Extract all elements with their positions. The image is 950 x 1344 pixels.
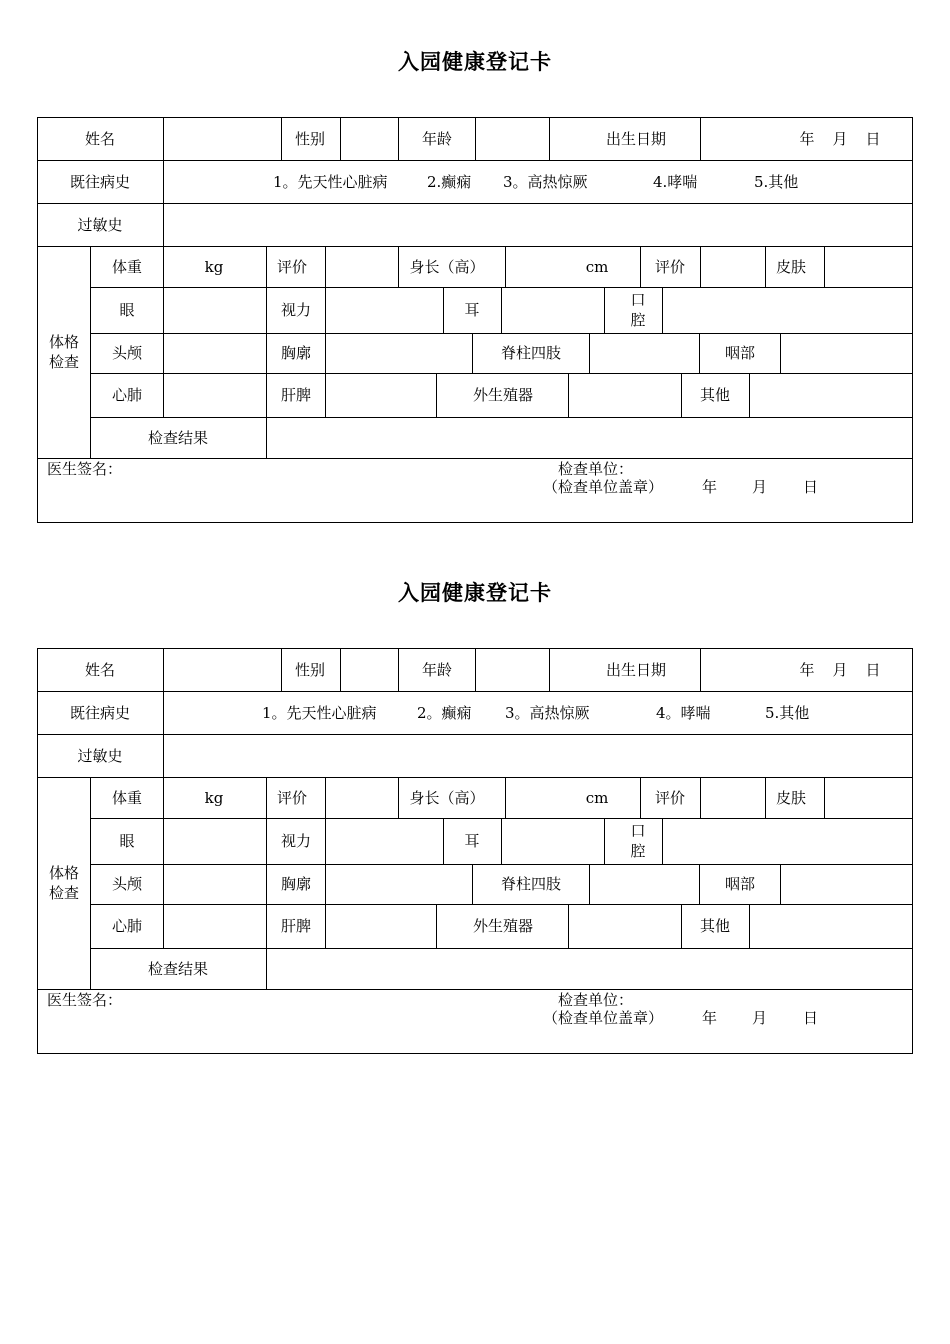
throat-label: 咽部 xyxy=(724,875,756,893)
history-option: 4.哮喘 xyxy=(653,173,698,191)
birth-date-label: 出生日期 xyxy=(605,661,667,679)
history-option: 3。高热惊厥 xyxy=(503,173,588,191)
gender-label: 性别 xyxy=(294,130,326,148)
birth-month-label: 月 xyxy=(832,661,848,679)
doctor-signature-label: 医生签名： xyxy=(47,460,123,478)
heart-lung-label: 心肺 xyxy=(111,917,143,935)
weight-evaluation-label: 评价 xyxy=(276,789,308,807)
vision-label: 视力 xyxy=(280,832,312,850)
medical-history-label: 既往病史 xyxy=(69,173,131,191)
sign-month-label: 月 xyxy=(752,1009,768,1027)
sign-month-label: 月 xyxy=(752,478,768,496)
birth-month-label: 月 xyxy=(832,130,848,148)
age-label: 年龄 xyxy=(421,130,453,148)
ear-label: 耳 xyxy=(464,832,480,850)
name-label: 姓名 xyxy=(84,130,116,148)
name-label: 姓名 xyxy=(84,661,116,679)
chest-label: 胸廓 xyxy=(280,344,312,362)
eye-label: 眼 xyxy=(119,301,135,319)
genitals-label: 外生殖器 xyxy=(472,917,534,935)
birth-year-label: 年 xyxy=(799,661,815,679)
vision-label: 视力 xyxy=(280,301,312,319)
unit-stamp-label: （检查单位盖章） xyxy=(543,478,664,496)
height-unit: cm xyxy=(585,258,609,276)
height-evaluation-label: 评价 xyxy=(654,789,686,807)
liver-spleen-label: 肝脾 xyxy=(280,386,312,404)
allergy-history-label: 过敏史 xyxy=(77,747,123,765)
gender-label: 性别 xyxy=(294,661,326,679)
sign-day-label: 日 xyxy=(803,478,819,496)
eye-label: 眼 xyxy=(119,832,135,850)
allergy-history-label: 过敏史 xyxy=(77,216,123,234)
chest-label: 胸廓 xyxy=(280,875,312,893)
weight-label: 体重 xyxy=(111,789,143,807)
skin-label: 皮肤 xyxy=(775,258,807,276)
oral-cavity-label: 口 腔 xyxy=(630,822,646,860)
skin-label: 皮肤 xyxy=(775,789,807,807)
unit-stamp-label: （检查单位盖章） xyxy=(543,1009,664,1027)
weight-unit: kg xyxy=(204,258,224,276)
throat-label: 咽部 xyxy=(724,344,756,362)
exam-result-label: 检查结果 xyxy=(147,429,209,447)
age-label: 年龄 xyxy=(421,661,453,679)
history-option: 4。哮喘 xyxy=(656,704,711,722)
history-option: 1。先天性心脏病 xyxy=(262,704,377,722)
spine-limbs-label: 脊柱四肢 xyxy=(500,344,562,362)
birth-day-label: 日 xyxy=(865,661,881,679)
physical-exam-label: 体格 检查 xyxy=(48,864,80,902)
height-label: 身长（高） xyxy=(409,789,485,807)
history-option: 2。癫痫 xyxy=(417,704,472,722)
height-unit: cm xyxy=(585,789,609,807)
heart-lung-label: 心肺 xyxy=(111,386,143,404)
oral-cavity-label: 口 腔 xyxy=(630,291,646,329)
liver-spleen-label: 肝脾 xyxy=(280,917,312,935)
physical-exam-label: 体格 检查 xyxy=(48,333,80,371)
history-option: 3。高热惊厥 xyxy=(505,704,590,722)
height-evaluation-label: 评价 xyxy=(654,258,686,276)
birth-date-label: 出生日期 xyxy=(605,130,667,148)
birth-year-label: 年 xyxy=(799,130,815,148)
weight-evaluation-label: 评价 xyxy=(276,258,308,276)
history-option: 1。先天性心脏病 xyxy=(273,173,388,191)
other-label: 其他 xyxy=(699,386,731,404)
ear-label: 耳 xyxy=(464,301,480,319)
history-option: 5.其他 xyxy=(754,173,799,191)
sign-year-label: 年 xyxy=(702,478,718,496)
exam-unit-label: 检查单位： xyxy=(558,460,634,478)
weight-label: 体重 xyxy=(111,258,143,276)
medical-history-label: 既往病史 xyxy=(69,704,131,722)
history-option: 5.其他 xyxy=(765,704,810,722)
card-title: 入园健康登记卡 xyxy=(398,49,552,74)
head-label: 头颅 xyxy=(111,875,143,893)
birth-day-label: 日 xyxy=(865,130,881,148)
history-option: 2.癫痫 xyxy=(427,173,472,191)
sign-day-label: 日 xyxy=(803,1009,819,1027)
weight-unit: kg xyxy=(204,789,224,807)
spine-limbs-label: 脊柱四肢 xyxy=(500,875,562,893)
doctor-signature-label: 医生签名： xyxy=(47,991,123,1009)
head-label: 头颅 xyxy=(111,344,143,362)
genitals-label: 外生殖器 xyxy=(472,386,534,404)
exam-unit-label: 检查单位： xyxy=(558,991,634,1009)
sign-year-label: 年 xyxy=(702,1009,718,1027)
exam-result-label: 检查结果 xyxy=(147,960,209,978)
card-title: 入园健康登记卡 xyxy=(398,580,552,605)
height-label: 身长（高） xyxy=(409,258,485,276)
other-label: 其他 xyxy=(699,917,731,935)
